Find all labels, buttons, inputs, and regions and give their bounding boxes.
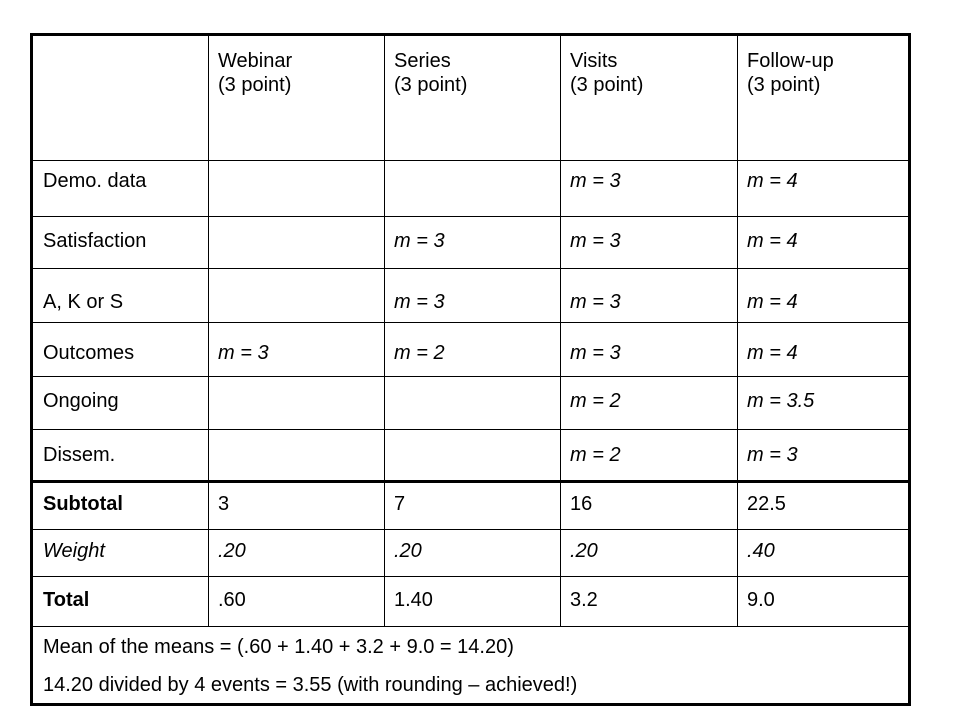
column-header-webinar [218,49,292,97]
row-label: Satisfaction [43,230,147,252]
row-divider [33,376,908,377]
row-label: Ongoing [43,390,119,412]
col-divider [384,36,385,626]
table-cell: m = 4 [747,342,798,364]
column-header-follow-up [747,49,834,97]
row-divider [33,268,908,269]
subtotal-label: Subtotal [43,493,123,515]
table-cell: m = 4 [747,230,798,252]
weight-cell: .20 [570,540,598,562]
mean-of-means-note: Mean of the means = (.60 + 1.40 + 3.2 + 9.0 = 14.20) [43,636,514,658]
table-cell: m = 2 [394,342,445,364]
column-title: Series [394,50,451,72]
column-points: (3 point) [218,74,292,96]
row-label: Demo. data [43,170,147,192]
table-cell: m = 3 [394,291,445,313]
column-points: (3 point) [747,74,821,96]
column-title: Follow-up [747,50,834,72]
row-label: A, K or S [43,291,124,313]
table-cell: m = 4 [747,170,798,192]
table-cell: m = 3 [570,342,621,364]
col-divider [737,36,738,626]
subtotal-cell: 16 [570,493,593,515]
total-cell: 1.40 [394,589,433,611]
column-header-series [394,49,467,97]
total-cell: .60 [218,589,246,611]
row-label: Outcomes [43,342,135,364]
subtotal-divider [33,480,908,483]
col-divider [208,36,209,626]
weight-cell: .20 [218,540,246,562]
table-cell: m = 3 [570,291,621,313]
col-divider [560,36,561,626]
weight-cell: .40 [747,540,775,562]
weight-cell: .20 [394,540,422,562]
subtotal-cell: 7 [394,493,406,515]
total-cell: 9.0 [747,589,775,611]
row-divider [33,322,908,323]
weight-label: Weight [43,540,105,562]
row-divider [33,160,908,161]
table-cell: m = 3 [218,342,269,364]
column-header-visits [570,49,643,97]
evaluation-table [30,33,911,706]
table-cell: m = 2 [570,444,621,466]
row-divider [33,529,908,530]
column-title: Visits [570,50,618,72]
table-cell: m = 3 [747,444,798,466]
column-points: (3 point) [394,74,468,96]
subtotal-cell: 3 [218,493,230,515]
table-cell: m = 3 [570,170,621,192]
row-divider [33,576,908,577]
column-points: (3 point) [570,74,644,96]
row-label: Dissem. [43,444,116,466]
result-note: 14.20 divided by 4 events = 3.55 (with rounding – achieved!) [43,674,578,696]
total-label: Total [43,589,90,611]
row-divider [33,429,908,430]
total-cell: 3.2 [570,589,598,611]
column-title: Webinar [218,50,293,72]
table-cell: m = 3 [570,230,621,252]
table-cell: m = 3.5 [747,390,815,412]
row-divider [33,216,908,217]
notes-divider [33,626,908,627]
subtotal-cell: 22.5 [747,493,786,515]
table-cell: m = 2 [570,390,621,412]
table-cell: m = 4 [747,291,798,313]
table-cell: m = 3 [394,230,445,252]
